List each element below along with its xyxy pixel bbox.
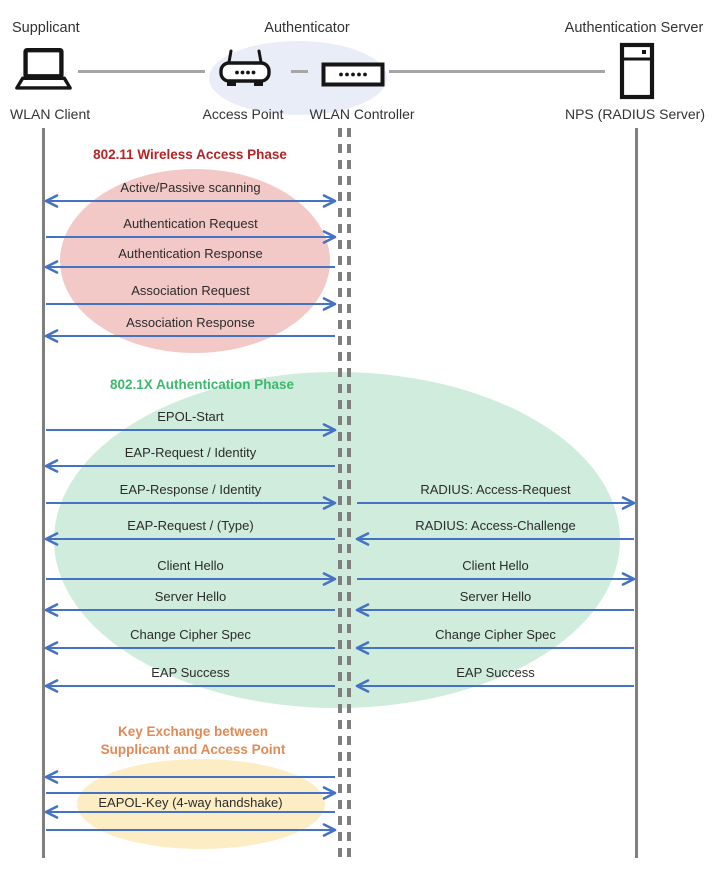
- message-arrow-change-cipher-spec: [44, 640, 337, 656]
- connector-controller-to-server: [389, 70, 605, 73]
- message-arrow-eap-success: [44, 678, 337, 694]
- wlan-controller-icon: [321, 62, 385, 87]
- laptop-icon: [12, 47, 74, 94]
- device-access-point: Access Point: [202, 106, 284, 122]
- phase1-title: 802.11 Wireless Access Phase: [93, 147, 287, 162]
- access-point-icon: [216, 48, 274, 90]
- message-arrow-server-hello: [44, 602, 337, 618]
- device-nps-radius-server: NPS (RADIUS Server): [564, 106, 706, 122]
- message-arrow-client-hello: [44, 571, 337, 587]
- lifeline-wlan-controller-left: [338, 128, 342, 858]
- message-arrow-authentication-response: [44, 259, 337, 275]
- message-arrow-eap-success: [355, 678, 636, 694]
- message-arrow-eap-request-identity: [44, 458, 337, 474]
- message-arrow-epol-start: [44, 422, 337, 438]
- message-label-client-hello: Client Hello: [462, 558, 529, 573]
- phase3-title-line1: Key Exchange between: [117, 724, 269, 739]
- message-arrow-eapol-key-4-way-handshake: [44, 804, 337, 820]
- message-arrow-eap-response-identity: [44, 495, 337, 511]
- message-label-eap-success: EAP Success: [151, 665, 230, 680]
- message-label-radius-access-challenge: RADIUS: Access-Challenge: [415, 518, 576, 533]
- connector-client-to-ap: [78, 70, 205, 73]
- role-authentication-server: Authentication Server: [564, 20, 704, 36]
- phase3-title-line2: Supplicant and Access Point: [100, 742, 286, 757]
- message-arrow-client-hello: [355, 571, 636, 587]
- server-icon: [619, 42, 655, 100]
- message-label-association-request: Association Request: [131, 283, 250, 298]
- role-authenticator: Authenticator: [264, 20, 350, 36]
- message-label-eap-request-type: EAP-Request / (Type): [127, 518, 254, 533]
- phase3-title: [101, 723, 286, 759]
- message-arrow-radius-access-challenge: [355, 531, 636, 547]
- message-label-eap-success: EAP Success: [456, 665, 535, 680]
- connector-ap-to-controller: [291, 70, 308, 73]
- role-supplicant: Supplicant: [12, 20, 80, 36]
- message-label-server-hello: Server Hello: [154, 589, 227, 604]
- message-label-authentication-response: Authentication Response: [118, 246, 263, 261]
- message-arrow-server-hello: [355, 602, 636, 618]
- message-label-epol-start: EPOL-Start: [157, 409, 224, 424]
- lifeline-radius-server: [635, 128, 638, 858]
- message-label-client-hello: Client Hello: [157, 558, 224, 573]
- message-label-change-cipher-spec: Change Cipher Spec: [435, 627, 556, 642]
- message-label-change-cipher-spec: Change Cipher Spec: [130, 627, 251, 642]
- message-arrow-eap-request-type: [44, 531, 337, 547]
- message-arrow-association-request: [44, 296, 337, 312]
- message-label-server-hello: Server Hello: [459, 589, 532, 604]
- message-label-eap-request-identity: EAP-Request / Identity: [124, 445, 257, 460]
- message-label-eapol-key-4-way-handshake: EAPOL-Key (4-way handshake): [98, 795, 283, 810]
- phase2-title: 802.1X Authentication Phase: [109, 377, 295, 392]
- message-arrow-change-cipher-spec: [355, 640, 636, 656]
- message-arrow-active-passive-scanning: [44, 193, 337, 209]
- device-wlan-controller: WLAN Controller: [309, 106, 415, 122]
- message-label-eap-response-identity: EAP-Response / Identity: [119, 482, 262, 497]
- message-arrow-association-response: [44, 328, 337, 344]
- message-label-association-response: Association Response: [126, 315, 255, 330]
- device-wlan-client: WLAN Client: [10, 106, 91, 122]
- message-arrow-unlabeled: [44, 822, 337, 838]
- lifeline-wlan-controller-right: [347, 128, 351, 858]
- message-arrow-authentication-request: [44, 229, 337, 245]
- message-arrow-radius-access-request: [355, 495, 636, 511]
- message-label-radius-access-request: RADIUS: Access-Request: [420, 482, 571, 497]
- message-label-active-passive-scanning: Active/Passive scanning: [120, 180, 261, 195]
- message-arrow-unlabeled: [44, 769, 337, 785]
- message-label-authentication-request: Authentication Request: [123, 216, 258, 231]
